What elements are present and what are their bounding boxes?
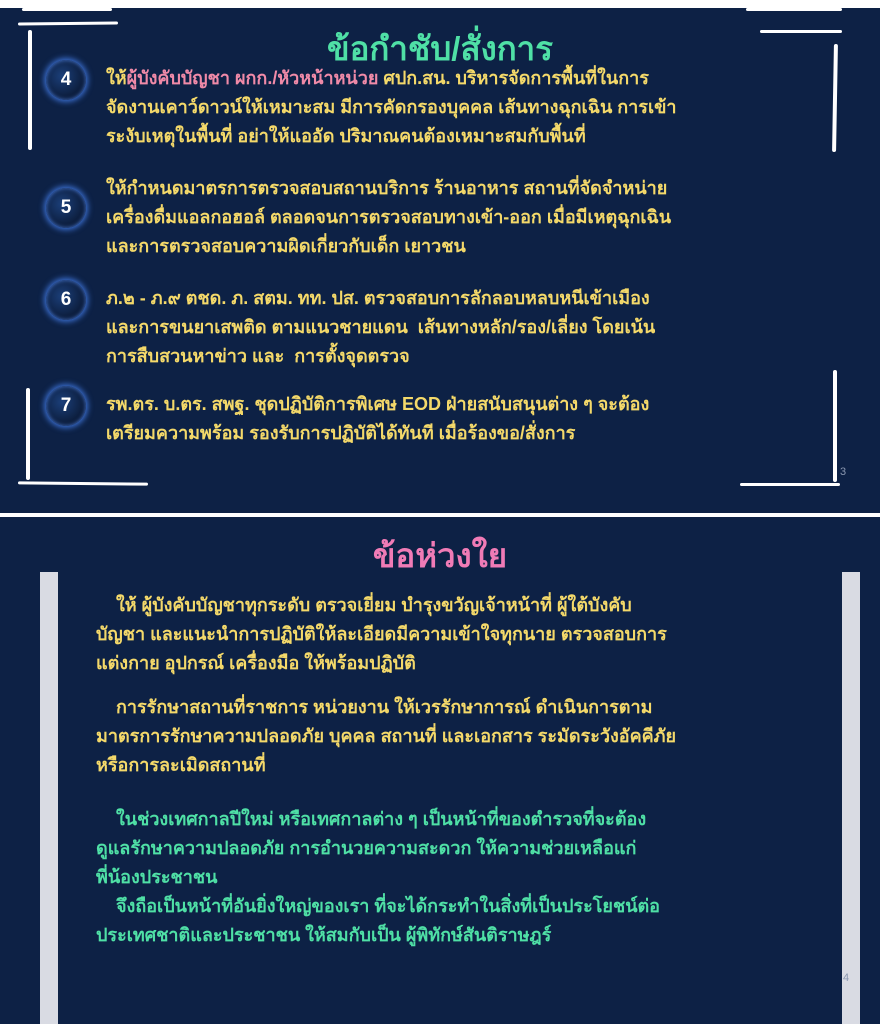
chalk-stroke <box>746 8 842 11</box>
text-segment: ประเทศชาติและประชาชน ให้สมกับเป็น ผู้พิทักษ์สันติราษฎร์ <box>96 925 552 945</box>
chalk-stroke <box>740 483 840 486</box>
text-line <box>96 921 660 950</box>
chalk-stroke <box>26 388 30 480</box>
text-segment: ให้ <box>106 68 127 88</box>
text-segment: บัญชา และแนะนำการปฏิบัติให้ละเอียดมีความเข้าใจทุกนาย ตรวจสอบการ <box>96 624 667 644</box>
text-line <box>106 284 655 313</box>
item-number-badge: 6 <box>46 280 86 320</box>
right-side-bar <box>842 572 860 1024</box>
slide-title: ข้อกำชับ/สั่งการ <box>327 30 553 67</box>
text-segment: ผู้บังคับบัญชา ผกก./หัวหน้าหน่วย <box>126 68 379 88</box>
text-line <box>96 834 660 863</box>
text-segment: ระงับเหตุในพื้นที่ อย่าให้แออัด ปริมาณคนต้องเหมาะสมกับพื้นที่ <box>106 126 586 146</box>
text-segment: และการตรวจสอบความผิดเกี่ยวกับเด็ก เยาวชน <box>106 236 466 256</box>
slide-title: ข้อห่วงใย <box>372 537 508 574</box>
text-segment: หรือการละเมิดสถานที่ <box>96 755 266 775</box>
text-line <box>106 390 649 419</box>
text-line <box>96 892 660 921</box>
concern-paragraph <box>96 805 660 950</box>
text-segment: ภ.๒ - ภ.๙ ตชด. ภ. สตม. ทท. ปส. ตรวจสอบการลักลอบหลบหนีเข้าเมือง <box>106 288 650 308</box>
text-line <box>96 805 660 834</box>
text-line <box>96 693 676 722</box>
text-segment: ในช่วงเทศกาลปีใหม่ หรือเทศกาลต่าง ๆ เป็นหน้าที่ของตำรวจที่จะต้อง <box>96 809 647 829</box>
text-line <box>106 122 677 151</box>
directive-item <box>106 284 655 371</box>
text-line <box>96 863 660 892</box>
text-segment: พี่น้องประชาชน <box>96 867 218 887</box>
text-line <box>106 419 649 448</box>
text-line <box>96 620 667 649</box>
item-number-badge: 5 <box>46 188 86 228</box>
text-line <box>106 313 655 342</box>
directive-item <box>106 390 649 448</box>
text-segment: ดูแลรักษาความปลอดภัย การอำนวยความสะดวก ให้ความช่วยเหลือแก่ <box>96 838 637 858</box>
text-line <box>106 203 671 232</box>
text-line <box>106 174 671 203</box>
text-line <box>96 751 676 780</box>
directive-item <box>106 64 677 151</box>
text-segment: การรักษาสถานที่ราชการ หน่วยงาน ให้เวรรักษาการณ์ ดำเนินการตาม <box>96 697 653 717</box>
chalk-stroke <box>833 370 837 482</box>
text-line <box>96 591 667 620</box>
text-segment: แต่งกาย อุปกรณ์ เครื่องมือ ให้พร้อมปฏิบัติ <box>96 653 416 673</box>
text-segment: ให้กำหนดมาตรการตรวจสอบสถานบริการ ร้านอาหาร สถานที่จัดจำหน่าย <box>106 178 668 198</box>
text-segment: และการขนยาเสพติด ตามแนวชายแดน เส้นทางหลัก/รอง/เลี่ยง โดยเน้น <box>106 317 656 337</box>
text-segment: จัดงานเคาว์ดาวน์ให้เหมาะสม มีการคัดกรองบุคคล เส้นทางฉุกเฉิน การเข้า <box>106 97 677 117</box>
slide-concerns <box>0 517 880 1024</box>
text-line <box>96 649 667 678</box>
item-number-badge: 4 <box>46 60 86 100</box>
item-number-badge: 7 <box>46 386 86 426</box>
text-line <box>106 342 655 371</box>
left-side-bar <box>40 572 58 1024</box>
text-segment: จึงถือเป็นหน้าที่อันยิ่งใหญ่ของเรา ที่จะได้กระทำในสิ่งที่เป็นประโยชน์ต่อ <box>96 896 660 916</box>
chalk-stroke <box>22 8 112 11</box>
text-segment: เตรียมความพร้อม รองรับการปฏิบัติได้ทันที เมื่อร้องขอ/สั่งการ <box>106 423 576 443</box>
text-segment: การสืบสวนหาข่าว และ การตั้งจุดตรวจ <box>106 346 410 366</box>
slide-directives <box>0 8 880 513</box>
text-line <box>106 64 677 93</box>
text-segment: ศปก.สน. บริหารจัดการพื้นที่ในการ <box>378 68 649 88</box>
text-line <box>106 93 677 122</box>
text-segment: รพ.ตร. บ.ตร. สพฐ. ชุดปฏิบัติการพิเศษ EOD ฝ่ายสนับสนุนต่าง ๆ จะต้อง <box>106 394 650 414</box>
text-line <box>96 722 676 751</box>
directive-item <box>106 174 671 261</box>
text-segment: ให้ ผู้บังคับบัญชาทุกระดับ ตรวจเยี่ยม บำรุงขวัญเจ้าหน้าที่ ผู้ใต้บังคับ <box>96 595 632 615</box>
concern-paragraph <box>96 591 667 678</box>
text-line <box>106 232 671 261</box>
chalk-stroke <box>18 481 148 485</box>
concern-paragraph <box>96 693 676 780</box>
text-segment: มาตรการรักษาความปลอดภัย บุคคล สถานที่ และเอกสาร ระมัดระวังอัคคีภัย <box>96 726 677 746</box>
text-segment: เครื่องดื่มแอลกอฮอล์ ตลอดจนการตรวจสอบทางเข้า-ออก เมื่อมีเหตุฉุกเฉิน <box>106 207 672 227</box>
page-number: 3 <box>840 466 847 478</box>
page-number: 4 <box>843 972 850 984</box>
